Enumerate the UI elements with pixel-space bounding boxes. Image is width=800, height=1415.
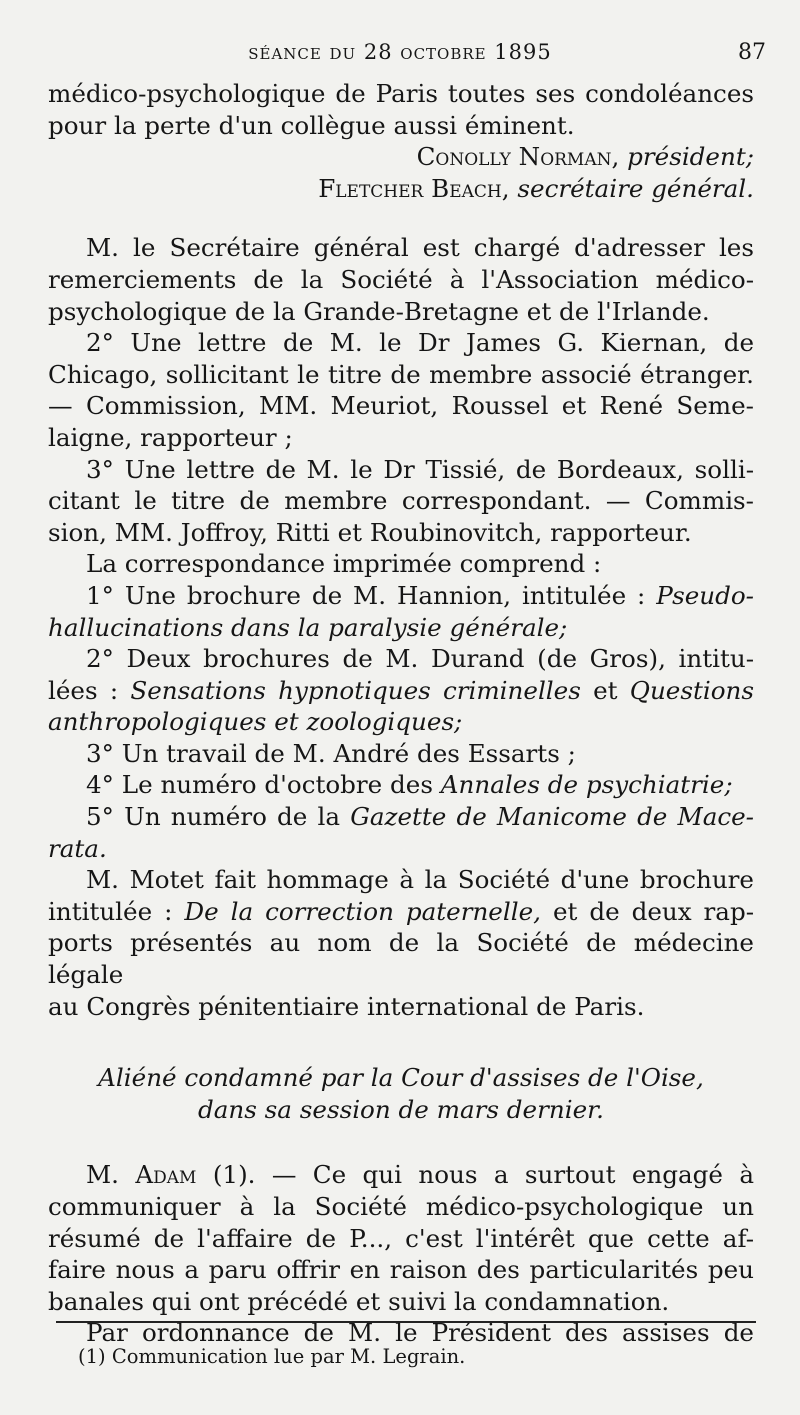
page-number: 87 [738, 40, 766, 65]
title-italic: Gazette de Manicome de Mace- [350, 802, 754, 832]
text-line: au Congrès pénitentiaire international de Paris. [48, 991, 645, 1021]
text-line: banales qui ont précédé et suivi la condamnation. [48, 1286, 670, 1316]
signature-secretary [48, 173, 754, 205]
text-line: M. le Secrétaire général est chargé d'adresser les [86, 233, 754, 263]
author-name: Adam [135, 1160, 197, 1190]
footnote: (1) Communication lue par M. Legrain. [78, 1345, 466, 1368]
text-line: remerciements de la Société à l'Association médico- [48, 264, 754, 294]
footnote-divider [56, 1321, 756, 1323]
section-heading: Aliéné condamné par la Cour d'assises de l'Oise, [98, 1063, 704, 1093]
text-line: 4° Le numéro d'octobre des Annales de psychiatrie; [86, 770, 733, 800]
text-line: 5° Un numéro de la Gazette de Manicome de Mace- [86, 802, 754, 832]
signatory-name: Conolly Norman, [416, 142, 620, 172]
title-italic: De la correction paternelle, [184, 896, 541, 926]
text-line: communiquer à la Société médico-psychologique un [48, 1192, 754, 1221]
text-line: 3° Une lettre de M. le Dr Tissié, de Bordeaux, solli- [86, 454, 754, 484]
text-line: M. Adam (1). — Ce qui nous a surtout engagé à [86, 1160, 754, 1190]
text-line: psychologique de la Grande-Bretagne et de l'Irlande. [48, 296, 710, 326]
text-line: laigne, rapporteur ; [48, 422, 293, 452]
text-line: Par ordonnance de M. le Président des assises de [86, 1318, 754, 1348]
text-line: 2° Une lettre de M. le Dr James G. Kiernan, de [86, 328, 754, 358]
text-line: faire nous a paru offrir en raison des particularités peu [48, 1255, 754, 1285]
text-line: La correspondance imprimée comprend : [86, 549, 602, 579]
text-line: 2° Deux brochures de M. Durand (de Gros), intitu- [86, 644, 754, 674]
title-italic: Annales de psychiatrie; [440, 770, 733, 800]
running-title: séance du 28 octobre 1895 [248, 40, 552, 64]
text-line: médico-psychologique de Paris toutes ses condoléances [48, 79, 754, 108]
text-line: pour la perte d'un collègue aussi éminent. [48, 110, 575, 140]
body-text [48, 78, 754, 1349]
signatory-role: président; [627, 142, 754, 172]
text-line: rata. [48, 833, 107, 863]
text-line: sion, MM. Joffroy, Ritti et Roubinovitch, rapporteur. [48, 517, 692, 547]
signatory-name: Fletcher Beach, [318, 173, 510, 203]
text-line: hallucinations dans la paralysie générale; [48, 612, 568, 642]
title-italic: Sensations hypnotiques criminelles [130, 675, 581, 705]
text-line: citant le titre de membre correspondant. — Commis- [48, 486, 754, 516]
text-line: résumé de l'affaire de P..., c'est l'intérêt que cette af- [48, 1223, 754, 1253]
section-heading: dans sa session de mars dernier. [197, 1094, 604, 1124]
signature-president [48, 141, 754, 173]
text-line: M. Motet fait hommage à la Société d'une brochure [86, 865, 754, 895]
text-line: intitulée : De la correction paternelle, et de deux rap- [48, 896, 755, 926]
text-line: 1° Une brochure de M. Hannion, intitulée : Pseudo- [86, 580, 754, 610]
text-line: Chicago, sollicitant le titre de membre associé étranger. [48, 359, 754, 389]
text-line: ports présentés au nom de la Société de médecine légale [48, 928, 754, 990]
signatory-role: secrétaire général. [517, 173, 754, 203]
text-line: lées : Sensations hypnotiques criminelles et Questions [48, 675, 754, 705]
page-header [0, 40, 800, 76]
text-line: 3° Un travail de M. André des Essarts ; [86, 738, 576, 768]
title-italic: Pseudo- [656, 580, 754, 610]
text-line: anthropologiques et zoologiques; [48, 707, 463, 737]
text-line: — Commission, MM. Meuriot, Roussel et René Seme- [48, 391, 754, 421]
title-italic: Questions [629, 675, 754, 705]
